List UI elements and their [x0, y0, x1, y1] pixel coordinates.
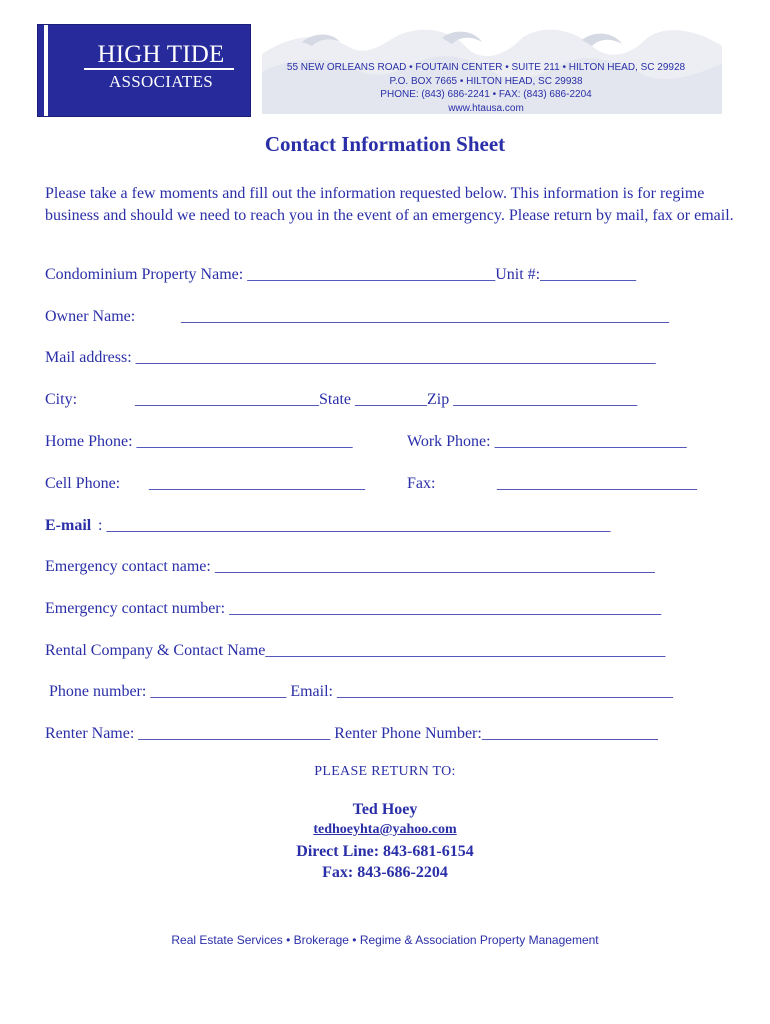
contact-name: Ted Hoey — [352, 801, 418, 818]
email-field[interactable]: : _______________________________________________________________ — [98, 517, 611, 534]
fax-label: Fax: — [407, 475, 436, 492]
logo-stripe — [44, 25, 48, 116]
city-state-zip-field[interactable]: _______________________State _________Zip _______________________ — [135, 391, 638, 408]
rental-phone-email-field[interactable]: Phone number: _________________ Email: __________________________________________ — [49, 683, 673, 700]
address-line: 55 NEW ORLEANS ROAD • FOUTAIN CENTER • SUITE 211 • HILTON HEAD, SC 29928 — [286, 62, 686, 73]
contact-email-link[interactable]: tedhoeyhta@yahoo.com — [313, 822, 457, 837]
address-line: PHONE: (843) 686-2241 • FAX: (843) 686-2204 — [380, 89, 592, 100]
logo-title: HIGH TIDE — [97, 41, 225, 68]
company-address — [262, 61, 710, 115]
footer-services: Real Estate Services • Brokerage • Regime & Association Property Management — [171, 933, 599, 947]
renter-field[interactable]: Renter Name: ________________________ Renter Phone Number:______________________ — [45, 725, 658, 742]
email-label: E-mail — [45, 517, 92, 534]
contact-direct-line: Direct Line: 843-681-6154 — [296, 843, 474, 860]
emergency-contact-name-field[interactable]: Emergency contact name: _______________________________________________________ — [45, 558, 655, 575]
high-tide-logo — [37, 24, 251, 117]
page-title: Contact Information Sheet — [264, 132, 506, 156]
logo-underline — [84, 68, 234, 70]
intro-paragraph: Please take a few moments and fill out the information requested below. This information is for regime business and should we need to reach you in the event of an emergency. Please return by mail, fax or email. — [45, 185, 734, 224]
address-line: P.O. BOX 7665 • HILTON HEAD, SC 29938 — [389, 75, 583, 87]
mail-address-field[interactable]: Mail address: _________________________________________________________________ — [45, 349, 656, 366]
city-label: City: — [45, 391, 78, 408]
return-label: PLEASE RETURN TO: — [314, 764, 456, 779]
return-contact — [0, 799, 770, 883]
rental-company-field[interactable]: Rental Company & Contact Name__________________________________________________ — [45, 642, 666, 659]
owner-name-label: Owner Name: — [45, 308, 136, 325]
fax-field[interactable]: _________________________ — [497, 475, 697, 492]
home-phone-field[interactable]: Home Phone: ___________________________ — [45, 433, 353, 450]
address-line: www.htausa.com — [448, 102, 524, 114]
cell-phone-field[interactable]: ___________________________ — [149, 475, 365, 492]
contact-fax: Fax: 843-686-2204 — [322, 864, 448, 881]
logo-subtitle: ASSOCIATES — [108, 72, 214, 91]
work-phone-field[interactable]: Work Phone: ________________________ — [407, 433, 687, 450]
cell-phone-label: Cell Phone: — [45, 475, 121, 492]
owner-name-field[interactable]: _____________________________________________________________ — [181, 308, 669, 325]
emergency-contact-number-field[interactable]: Emergency contact number: ______________________________________________________ — [45, 600, 662, 617]
condo-property-field[interactable]: Condominium Property Name: _______________________________Unit #:____________ — [45, 266, 637, 283]
